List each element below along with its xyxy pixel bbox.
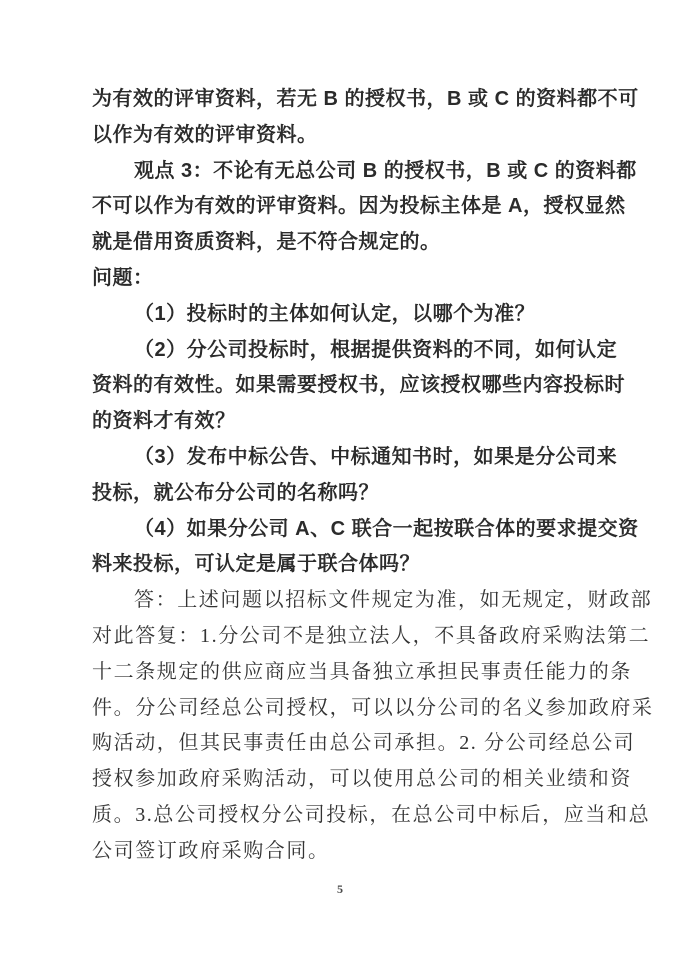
text-line: 件。分公司经总公司授权，可以以分公司的名义参加政府采	[92, 696, 654, 719]
text-line: 十二条规定的供应商应当具备独立承担民事责任能力的条	[92, 660, 632, 683]
text-line: 观点 3：不论有无总公司 B 的授权书，B 或 C 的资料都	[134, 159, 637, 182]
text-line: 料来投标，可认定是属于联合体吗？	[92, 553, 420, 576]
text-line: （2）分公司投标时，根据提供资料的不同，如何认定	[134, 338, 618, 361]
text-line: 公司签订政府采购合同。	[92, 839, 330, 862]
text-line: （4）如果分公司 A、C 联合一起按联合体的要求提交资	[134, 517, 639, 540]
text-line: 问题：	[92, 266, 154, 289]
text-line: 不可以作为有效的评审资料。因为投标主体是 A，授权显然	[92, 195, 626, 218]
text-line: （3）发布中标公告、中标通知书时，如果是分公司来	[134, 445, 618, 468]
text-line: 为有效的评审资料，若无 B 的授权书，B 或 C 的资料都不可	[92, 88, 639, 110]
text-line: 资料的有效性。如果需要授权书，应该授权哪些内容投标时	[92, 374, 625, 397]
text-line: （1）投标时的主体如何认定，以哪个为准？	[134, 302, 536, 325]
text-line: 对此答复：1.分公司不是独立法人，不具备政府采购法第二	[92, 624, 651, 647]
text-line: 就是借用资质资料，是不符合规定的。	[92, 231, 441, 254]
text-line: 授权参加政府采购活动，可以使用总公司的相关业绩和资	[92, 768, 632, 791]
text-line: 以作为有效的评审资料。	[92, 123, 318, 146]
text-line: 购活动，但其民事责任由总公司承担。2. 分公司经总公司	[92, 732, 636, 755]
text-line: 质。3.总公司授权分公司投标，在总公司中标后，应当和总	[92, 803, 651, 826]
page-number: 5	[337, 882, 343, 896]
text-block	[92, 82, 654, 870]
text-line: 的资料才有效？	[92, 410, 236, 433]
text-line: 投标，就公布分公司的名称吗？	[92, 481, 379, 504]
text-line: 答：上述问题以招标文件规定为准，如无规定，财政部	[134, 589, 653, 612]
